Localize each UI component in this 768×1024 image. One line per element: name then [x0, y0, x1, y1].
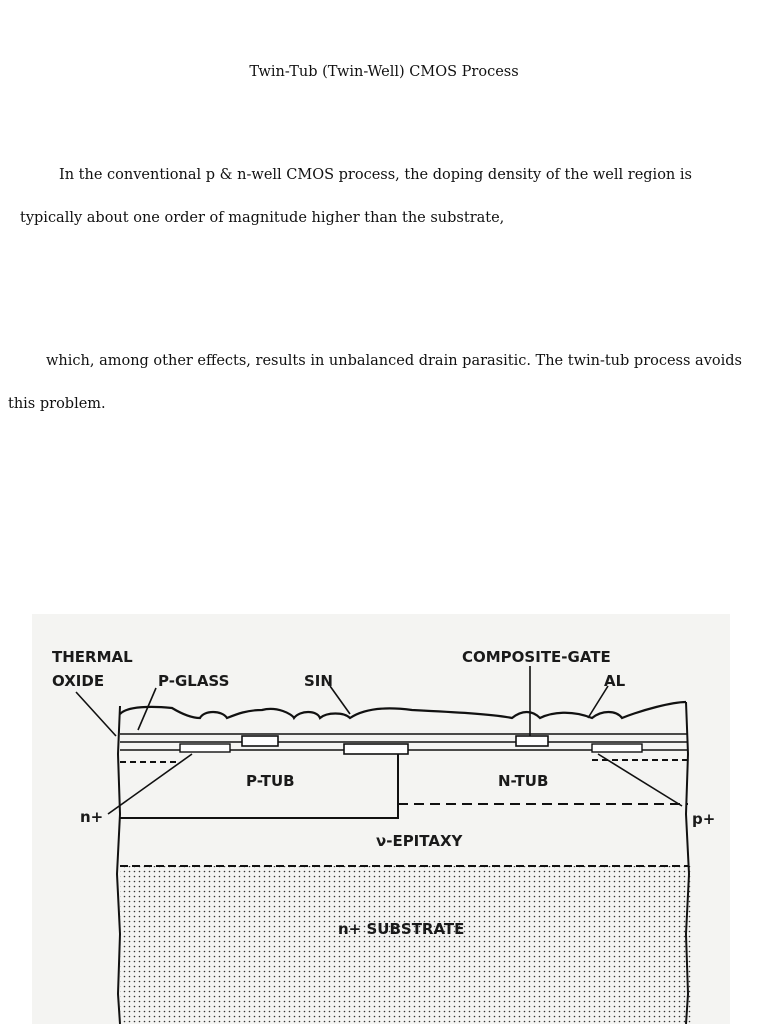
- tub-contact-pad: [344, 744, 408, 754]
- paragraph-1-line-2: typically about one order of magnitude higher than the substrate,: [20, 210, 505, 226]
- paragraph-2-line-2: this problem.: [8, 396, 106, 412]
- paragraph-2-line-1: which, among other effects, results in unbalanced drain parasitic. The twin-tub process avoids: [46, 353, 742, 369]
- label-substrate: n+ SUBSTRATE: [338, 920, 465, 938]
- label-composite-gate: COMPOSITE-GATE: [462, 648, 611, 666]
- substrate-region: [120, 866, 692, 1024]
- p-tub-gate: [242, 736, 278, 746]
- page-title: Twin-Tub (Twin-Well) CMOS Process: [249, 64, 519, 80]
- twin-tub-cross-section-figure: [32, 614, 730, 1024]
- label-p-tub: P-TUB: [246, 772, 295, 790]
- wafer-left-edge: [117, 706, 120, 1024]
- label-epitaxy: ν-EPITAXY: [376, 832, 463, 850]
- label-sin: SIN: [304, 672, 333, 690]
- label-oxide: OXIDE: [52, 672, 105, 690]
- sin-leader: [330, 686, 350, 714]
- thermal-oxide-leader: [76, 692, 116, 736]
- surface-outline: [120, 702, 686, 718]
- label-al: AL: [604, 672, 626, 690]
- p-plus-leader: [598, 754, 682, 806]
- label-n-tub: N-TUB: [498, 772, 549, 790]
- p-glass-leader: [138, 688, 156, 730]
- paragraph-1-line-1: In the conventional p & n-well CMOS process, the doping density of the well region is: [59, 167, 692, 183]
- label-thermal: THERMAL: [52, 648, 133, 666]
- n-plus-diffusion: [180, 744, 230, 752]
- cross-section-diagram: [32, 614, 730, 1024]
- composite-gate: [516, 736, 548, 746]
- label-p-glass: P-GLASS: [158, 672, 230, 690]
- label-n-plus: n+: [80, 808, 104, 826]
- label-p-plus: p+: [692, 810, 716, 828]
- p-plus-diffusion: [592, 744, 642, 752]
